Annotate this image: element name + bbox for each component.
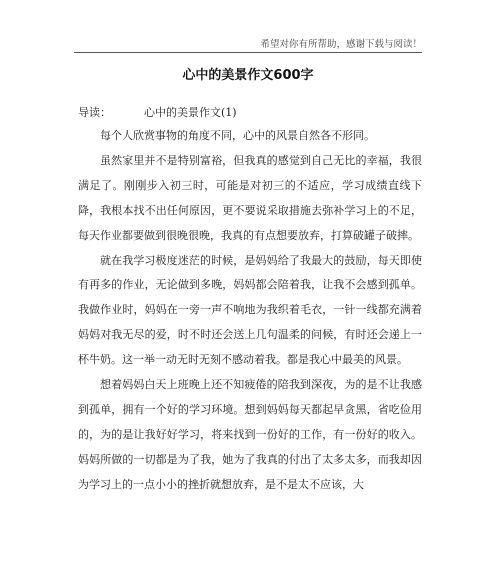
lead-line [78, 104, 237, 120]
article-body [78, 124, 422, 498]
paragraph: 就在我学习极度迷茫的时候，是妈妈给了我最大的鼓励，每天即使有再多的作业，无论做到多晚，妈妈都会陪着我，让我不会感到孤单。我做作业时，妈妈在一旁一声不响地为我织着毛衣，一针一线都充满着妈妈对我无尽的爱，时不时还会送上几句温柔的问候，有时还会递上一杯牛奶。这一举一动无时无刻不感动着我。都是我心中最美的风景。 [78, 253, 422, 367]
header-divider [74, 52, 422, 53]
header-note: 希望对你有所帮助，感谢下载与阅读！ [260, 39, 422, 50]
paragraph: 想着妈妈白天上班晚上还不知疲倦的陪我到深夜，为的是不让我感到孤单，拥有一个好的学习环境。想到妈妈每天都起早贪黑，省吃俭用的，为的是让我好好学习，将来找到一份好的工作，有一份好的收入。妈妈所做的一切都是为了我，她为了我真的付出了太多太多，而我却因为学习上的一点小小的挫折就想放弃，是不是太不应该，大 [78, 378, 422, 491]
paragraph: 每个人欣赏事物的角度不同，心中的风景自然各不形同。 [100, 129, 375, 142]
lead-label: 导读： [78, 106, 111, 119]
lead-text: 心中的美景作文(1) [144, 106, 237, 119]
paragraph: 虽然家里并不是特别富裕，但我真的感觉到自己无比的幸福，我很满足了。刚刚步入初三时，可能是对初三的不适应，学习成绩直线下降，我根本找不出任何原因，更不要说采取措施去弥补学习上的不足，每天作业都要做到很晚很晚，我真的有点想要放弃，打算破罐子破摔。 [78, 153, 422, 242]
page-title: 心中的美景作文600字 [182, 68, 314, 83]
